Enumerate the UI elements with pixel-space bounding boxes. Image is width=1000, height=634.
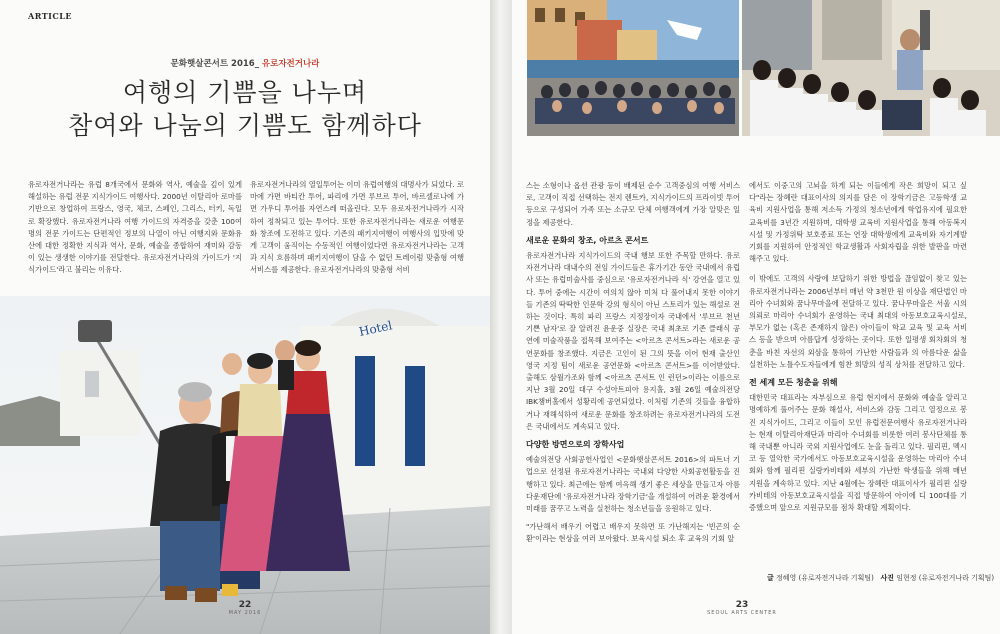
footer-label: SEOUL ARTS CENTER xyxy=(707,610,777,616)
right-column-1 xyxy=(526,180,740,585)
headline-line-2: 참여와 나눔의 기쁨도 함께하다 xyxy=(68,111,422,140)
section-heading-youth: 전 세계 모든 청춘을 위해 xyxy=(749,378,838,388)
left-column-1: 유로자전거나라는 유럽 8개국에서 문화와 역사, 예술을 깊이 있게 해설하는 유럽 전문 지식가이드 여행사다. 2000년 이탈리아 로마를 기반으로 창업하여 프랑스, 영국, 체코, 스페인, 그리스, 터키, 독일로 확장했다. 유로자전거나라 여행 가이드의 자격증을 갖춘 100여 명의 전문 가이드는 단편적인 정보의 나열이 아닌 여행지와 문화유산에 대한 정확한 지식과 역사, 문화, 예술을 종합하여 재미와 감동이 있는 생생한 이야기를 전달한다. 유로자전거나라의 가이드가 '지식가이드'라고 불리는 이유다. xyxy=(28,180,242,275)
right-column-2 xyxy=(749,180,967,570)
svg-text:Hotel: Hotel xyxy=(357,318,394,339)
series-title: 문화햇살콘서트 2016_ xyxy=(170,59,259,69)
left-page-number-value: 22 xyxy=(238,600,252,610)
headline-line-1: 여행의 기쁨을 나누며 xyxy=(122,78,368,107)
group-travel-photo-icon xyxy=(527,0,739,136)
right-col2-intro: 에서도 이중고의 고뇌을 하게 되는 이들에게 작은 희망이 되고 싶다"라는 장혜란 대표이사의 의지를 담은 이 장학기금은 고등학생 교육비 지원사업을 통해 저소득 가정의 청소년에게 학업유지에 필요한 교육비를 3년간 지원하며, 대학생 교육비 지원사업을 통해 아동복지시설 및 가정위탁 보호종료 또는 연장 대학생에게 교육비와 자기계발 기회를 지원하여 안정적인 학교생활과 사회자립을 위한 발판을 마련해주고 있다. xyxy=(749,181,967,264)
article-credits xyxy=(767,573,997,583)
credit-photo: 임현정 (유로자전거나라 기획팀) xyxy=(896,574,995,582)
right-col1-intro: 스는 소형이나 옵션 관광 등이 배제된 순수 고객중심의 여행 서비스로, 고객이 직접 선택하는 전지 렌트카, 지식가이드의 프라이빗 투어 등으로 구성되어 가족 또는 소규모 단체 여행객에게 가장 알맞은 일정을 제공한다. xyxy=(526,181,740,227)
article-kicker: ARTICLE xyxy=(28,11,72,21)
right-page xyxy=(512,0,1000,634)
credit-photo-label: 사진 xyxy=(880,574,895,582)
issue-label: MAY 2016 xyxy=(228,610,262,616)
right-col1-quote: "가난해서 배우기 어렵고 배우지 못하면 또 가난해지는 '빈곤의 순환'이라는 현상을 여러 보아왔다. 보육시설 퇴소 후 교육의 기회 앞 xyxy=(526,522,740,544)
series-label xyxy=(0,57,490,69)
group-selfie-photo-icon xyxy=(0,296,490,634)
right-col1-body2: 예술의전당 사회공헌사업인 <문화햇살콘서트 2016>의 파트너 기업으로 선정된 유로자전거나라는 국내외 다양한 사회공헌활동을 진행하고 있다. 최근에는 함께 여윽해 생기 좋은 세상을 만들고자 아름다운재단에 '유로자전거나라 장학기금'을 개설하여 어려운 환경에서 미래를 꿈꾸고 노력을 실천하는 청소년들을 응원하고 있다. xyxy=(526,455,740,514)
section-heading-scholarship: 다양한 방면으로의 장학사업 xyxy=(526,440,625,450)
spine-gutter xyxy=(490,0,512,634)
right-col2-body2: 대한민국 대표라는 자부심으로 유럽 현지에서 문화와 예술을 알리고 명예하게 풀어주는 문화 해설사, 서비스와 감동 그리고 열정으로 봉진 지식가이드, 그리고 이들이 모인 유럽전문여행사 유로자전거나라는 현재 이탈리아재단과 마리아 수녀회를 비롯한 여러 봉사단체를 통해 국내뿐 아니라 국외 지원사업에도 눈을 돌리고 있다. 필리핀, 멕시코 등 열악한 국가에서도 아동보호교육시설을 운영하는 마리아 수녀회와 함께 필리핀 실랑카비테와 세부의 가난한 학생들을 위해 매년 지원을 계속하고 있다. 지난 4월에는 장혜란 대표이사가 필리핀 실랑카비테의 아동보호교육시설을 직접 방문하여 아이에 디 100대를 기증했으며 앞으로 지원규모를 점차 확대할 계획이다. xyxy=(749,393,967,513)
right-col2-body1: 이 밖에도 고객의 사랑에 보답하기 위한 방법을 끊임없이 찾고 있는 유로자전거나라는 2006년부터 매년 약 3천만 원 이상을 재단법인 마리아 수녀회와 꿈나무마을에 전달하고 있다. 꿈나무마을은 서울 시의 의뢰로 마리아 수녀회가 운영하는 국내 최대의 아동보호교육시설로, 부모가 없는 (혹은 존재하지 않은) 아이들이 학교 교육 및 교육 서비스 등을 받으며 아름답게 성장하는 곳이다. 또한 일평생 회차회의 청춘을 바친 자선의 외삼을 통하여 가난한 사람들과 의 아름다운 삶을 실천하는 노틀수도자들에게 힘찬 희망의 성직 상처를 전달하고 있다. xyxy=(749,274,967,369)
right-page-number xyxy=(707,600,777,616)
credit-writer-label: 글 xyxy=(767,574,774,582)
left-column-2: 유로자전거나라의 열일투어는 이미 유럽여행의 대명사가 되었다. 로마에 가면 바티칸 투어, 파리에 가면 루브르 투어, 바르셀로나에 가면 가우디 투어를 자연스레 떠올린다. 모두 유로자전거나라가 시작하여 정착되고 있는 투어다. 또한 유로자전거나라는 새로운 여행문화 창조에 도전하고 있다. 기존의 패키지여행이 여행사의 입맛에 맞게 고객이 움직이는 수동적인 여행이었다면 유로자전거나라는 고객과 지식 흐름하며 패키지여행이 담을 수 없던 트레이럼 맞춤형 여행 서비스를 제공한다. 유로자전거나라의 맞춤형 서비 xyxy=(250,180,464,275)
right-page-number-value: 23 xyxy=(735,600,749,610)
credit-writer: 정혜영 (유로자전거나라 기획팀) xyxy=(776,574,874,582)
section-heading-arts-concert: 새로운 문화의 창조, 아르츠 콘서트 xyxy=(526,235,649,245)
series-org: 유로자전거나라 xyxy=(261,59,320,69)
classroom-photo-icon xyxy=(742,0,1000,136)
left-page-number xyxy=(225,600,265,616)
right-col1-body1: 유로자전거나라 지식가이드의 국내 행보 또한 주목할 만하다. 유로자전거나라 대내수의 전임 가이드들은 휴가기간 동안 국내에서 유럽사 또는 유럽미술사를 중심으로 '유로자전거나라 식' 강연을 열고 있다. 투어 중에는 시간이 여의치 않아 미처 다 풀어내지 못한 이야기들 기존의 딱딱한 인문학 강의 형식이 아닌 스토리가 있는 해설로 전하는 것이다. 특히 파리 프랑스 지정장이자 국내에서 '루브르 천년 기쁜 남자'로 잘 알려진 윤운중 실장은 국내 최초로 기존 클래식 공연에 미술작품을 접목해 보여주는 <아르츠 콘서트>라는 새로운 공연문화를 창조했다. 지금은 고인이 된 그의 뜻을 이어 현재 출산인 영국 지정 팀이 새로운 공연문화 <아르츠 콘서트>를 이어받았다. 출해도 삼월가조와 함께 <아르츠 콘서트 인 런던>이라는 이름으로 지난 3월 20일 대구 수성아트피아 용지홀, 3월 26일 예술의전당 IBK챔버홀에서 성황리에 공연되었다. 이처럼 기존의 것들을 융합하거나 재해석하여 새로운 문화를 창조하려는 유로자전거나라의 도전은 국내에서도 계속되고 있다. xyxy=(526,251,740,431)
left-page xyxy=(0,0,490,634)
